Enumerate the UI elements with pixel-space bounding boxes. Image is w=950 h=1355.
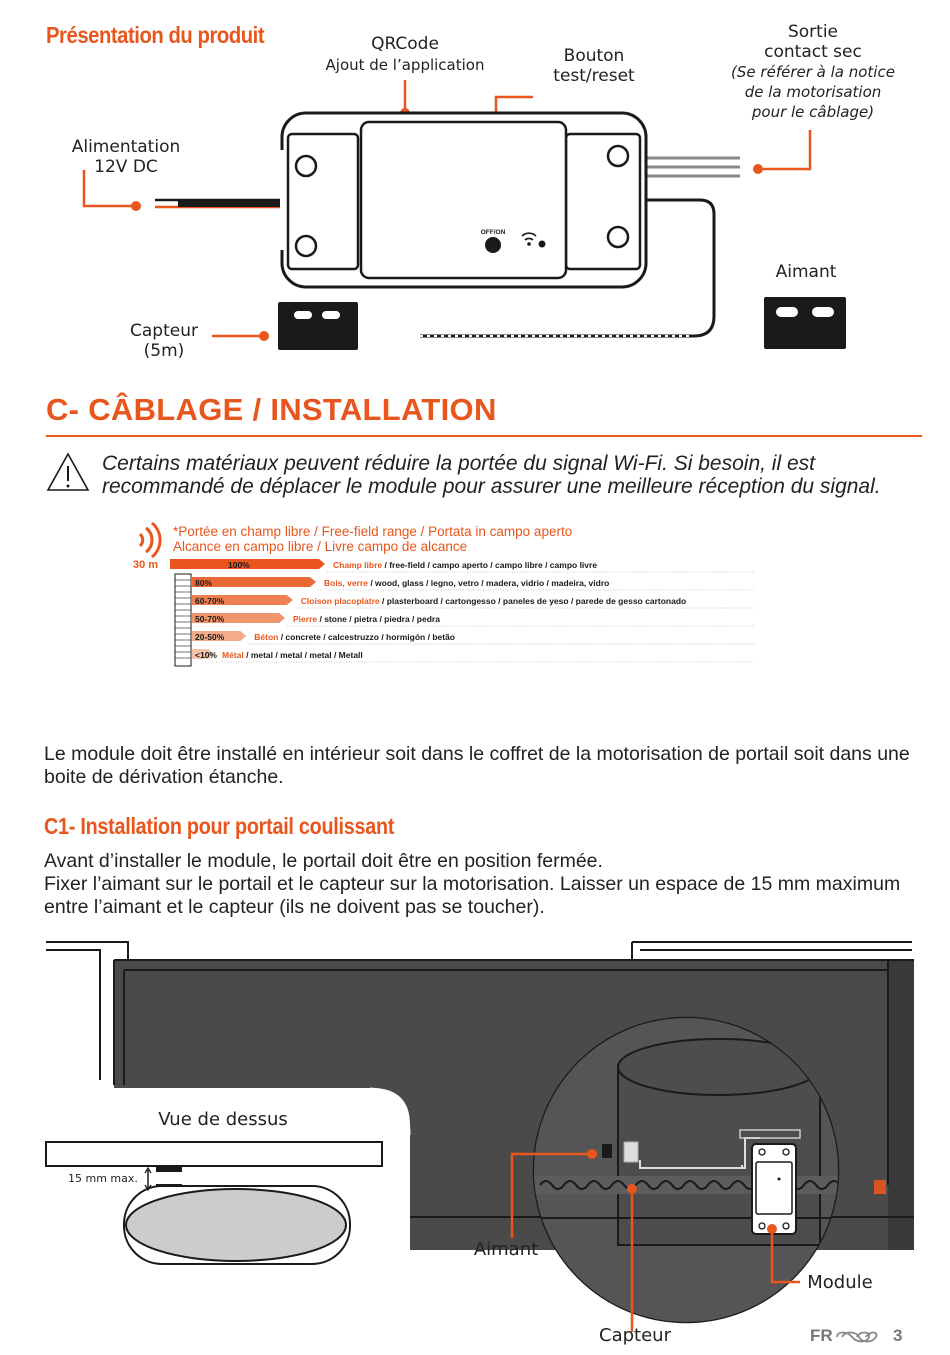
range-distance: 30 m (133, 559, 159, 571)
range-row-text: Béton / concrete / calcestruzzo / hormigón / betão (254, 632, 455, 642)
warning-icon (46, 451, 90, 493)
range-row-text: Cloison placoplatre / plasterboard / cartongesso / paneles de yeso / parede de gesso cartonado (300, 596, 687, 606)
product-diagram (0, 0, 950, 380)
range-row (192, 577, 755, 590)
sortie-label: Sortie (787, 22, 839, 42)
sortie-note-3: pour le câblage) (751, 103, 875, 121)
illus-aimant-label: Aimant (473, 1239, 539, 1260)
range-bar-label: <10% (195, 650, 217, 660)
alimentation-sublabel: 12V DC (94, 157, 158, 177)
capteur-block (278, 302, 358, 350)
range-row-text: Champ libre / free-field / campo aperto / campo libre / campo livre (333, 560, 598, 570)
warning-text: Certains matériaux peuvent réduire la portée du signal Wi-Fi. Si besoin, il est recommandé de déplacer le module pour assurer une meilleure réception du signal. (102, 452, 881, 498)
range-title-1: *Portée en champ libre / Free-field range / Portata in campo aperto (173, 524, 573, 539)
footer-page: 3 (893, 1326, 903, 1345)
range-row (192, 649, 755, 662)
footer-lang: FR (810, 1326, 833, 1345)
aimant-block (764, 297, 846, 349)
onoff-label: OFF/ON (480, 229, 506, 236)
illus-module-label: Module (807, 1272, 873, 1293)
logo-icon (834, 1328, 886, 1346)
capteur-label: Capteur (130, 321, 198, 341)
c1-title: C1- Installation pour portail coulissant (44, 813, 395, 839)
install-paragraph-2b: Fixer l’aimant sur le portail et le capteur sur la motorisation. Laisser un espace de 15 mm maximum entre l’aimant et le capteur (ils ne doivent pas se toucher). (44, 873, 901, 918)
qrcode-sublabel: Ajout de l’application (325, 56, 485, 74)
install-paragraph-2a: Avant d’installer le module, le portail doit être en position fermée. (44, 850, 603, 872)
section-rule (46, 435, 922, 437)
signal-icon (134, 522, 166, 558)
range-chart (170, 558, 770, 670)
vue-dessus-label: Vue de dessus (158, 1109, 288, 1130)
illus-capteur-label: Capteur (599, 1325, 671, 1346)
gap-label: 15 mm max. (68, 1172, 138, 1185)
capteur-sublabel: (5m) (143, 341, 185, 361)
range-row-text: Métal / metal / metal / metal / Metall (222, 650, 363, 660)
range-row-text: Bois, verre / wood, glass / legno, vetro / madera, vidrio / madeira, vidro (324, 578, 610, 588)
range-bar-label: 20-50% (195, 632, 225, 642)
range-row (192, 613, 755, 626)
range-title-2: Alcance en campo libre / Livre campo de alcance (173, 539, 468, 554)
qrcode-label: QRCode (371, 34, 439, 54)
range-bar-label: 50-70% (195, 614, 225, 624)
range-row (192, 595, 755, 608)
install-paragraph-1: Le module doit être installé en intérieur soit dans le coffret de la motorisation de portail soit dans une boite de dérivation étanche. (44, 743, 910, 788)
range-row (170, 559, 755, 572)
range-row-text: Pierre / stone / pietra / piedra / pedra (293, 614, 440, 624)
alimentation-label: Alimentation (71, 137, 181, 157)
range-row (192, 631, 755, 644)
range-bar-label: 100% (228, 560, 250, 570)
sortie-sublabel: contact sec (764, 42, 862, 62)
bouton-sublabel: test/reset (553, 66, 635, 86)
sortie-note-2: de la motorisation (744, 83, 882, 101)
sortie-note-1: (Se référer à la notice (731, 63, 895, 81)
range-bar-label: 80% (195, 578, 213, 588)
bouton-label: Bouton (563, 46, 625, 66)
range-bar-label: 60-70% (195, 596, 225, 606)
presentation-title: Présentation du produit (46, 22, 265, 48)
section-c-title: C- CÂBLAGE / INSTALLATION (46, 392, 497, 427)
aimant-label: Aimant (775, 262, 837, 282)
